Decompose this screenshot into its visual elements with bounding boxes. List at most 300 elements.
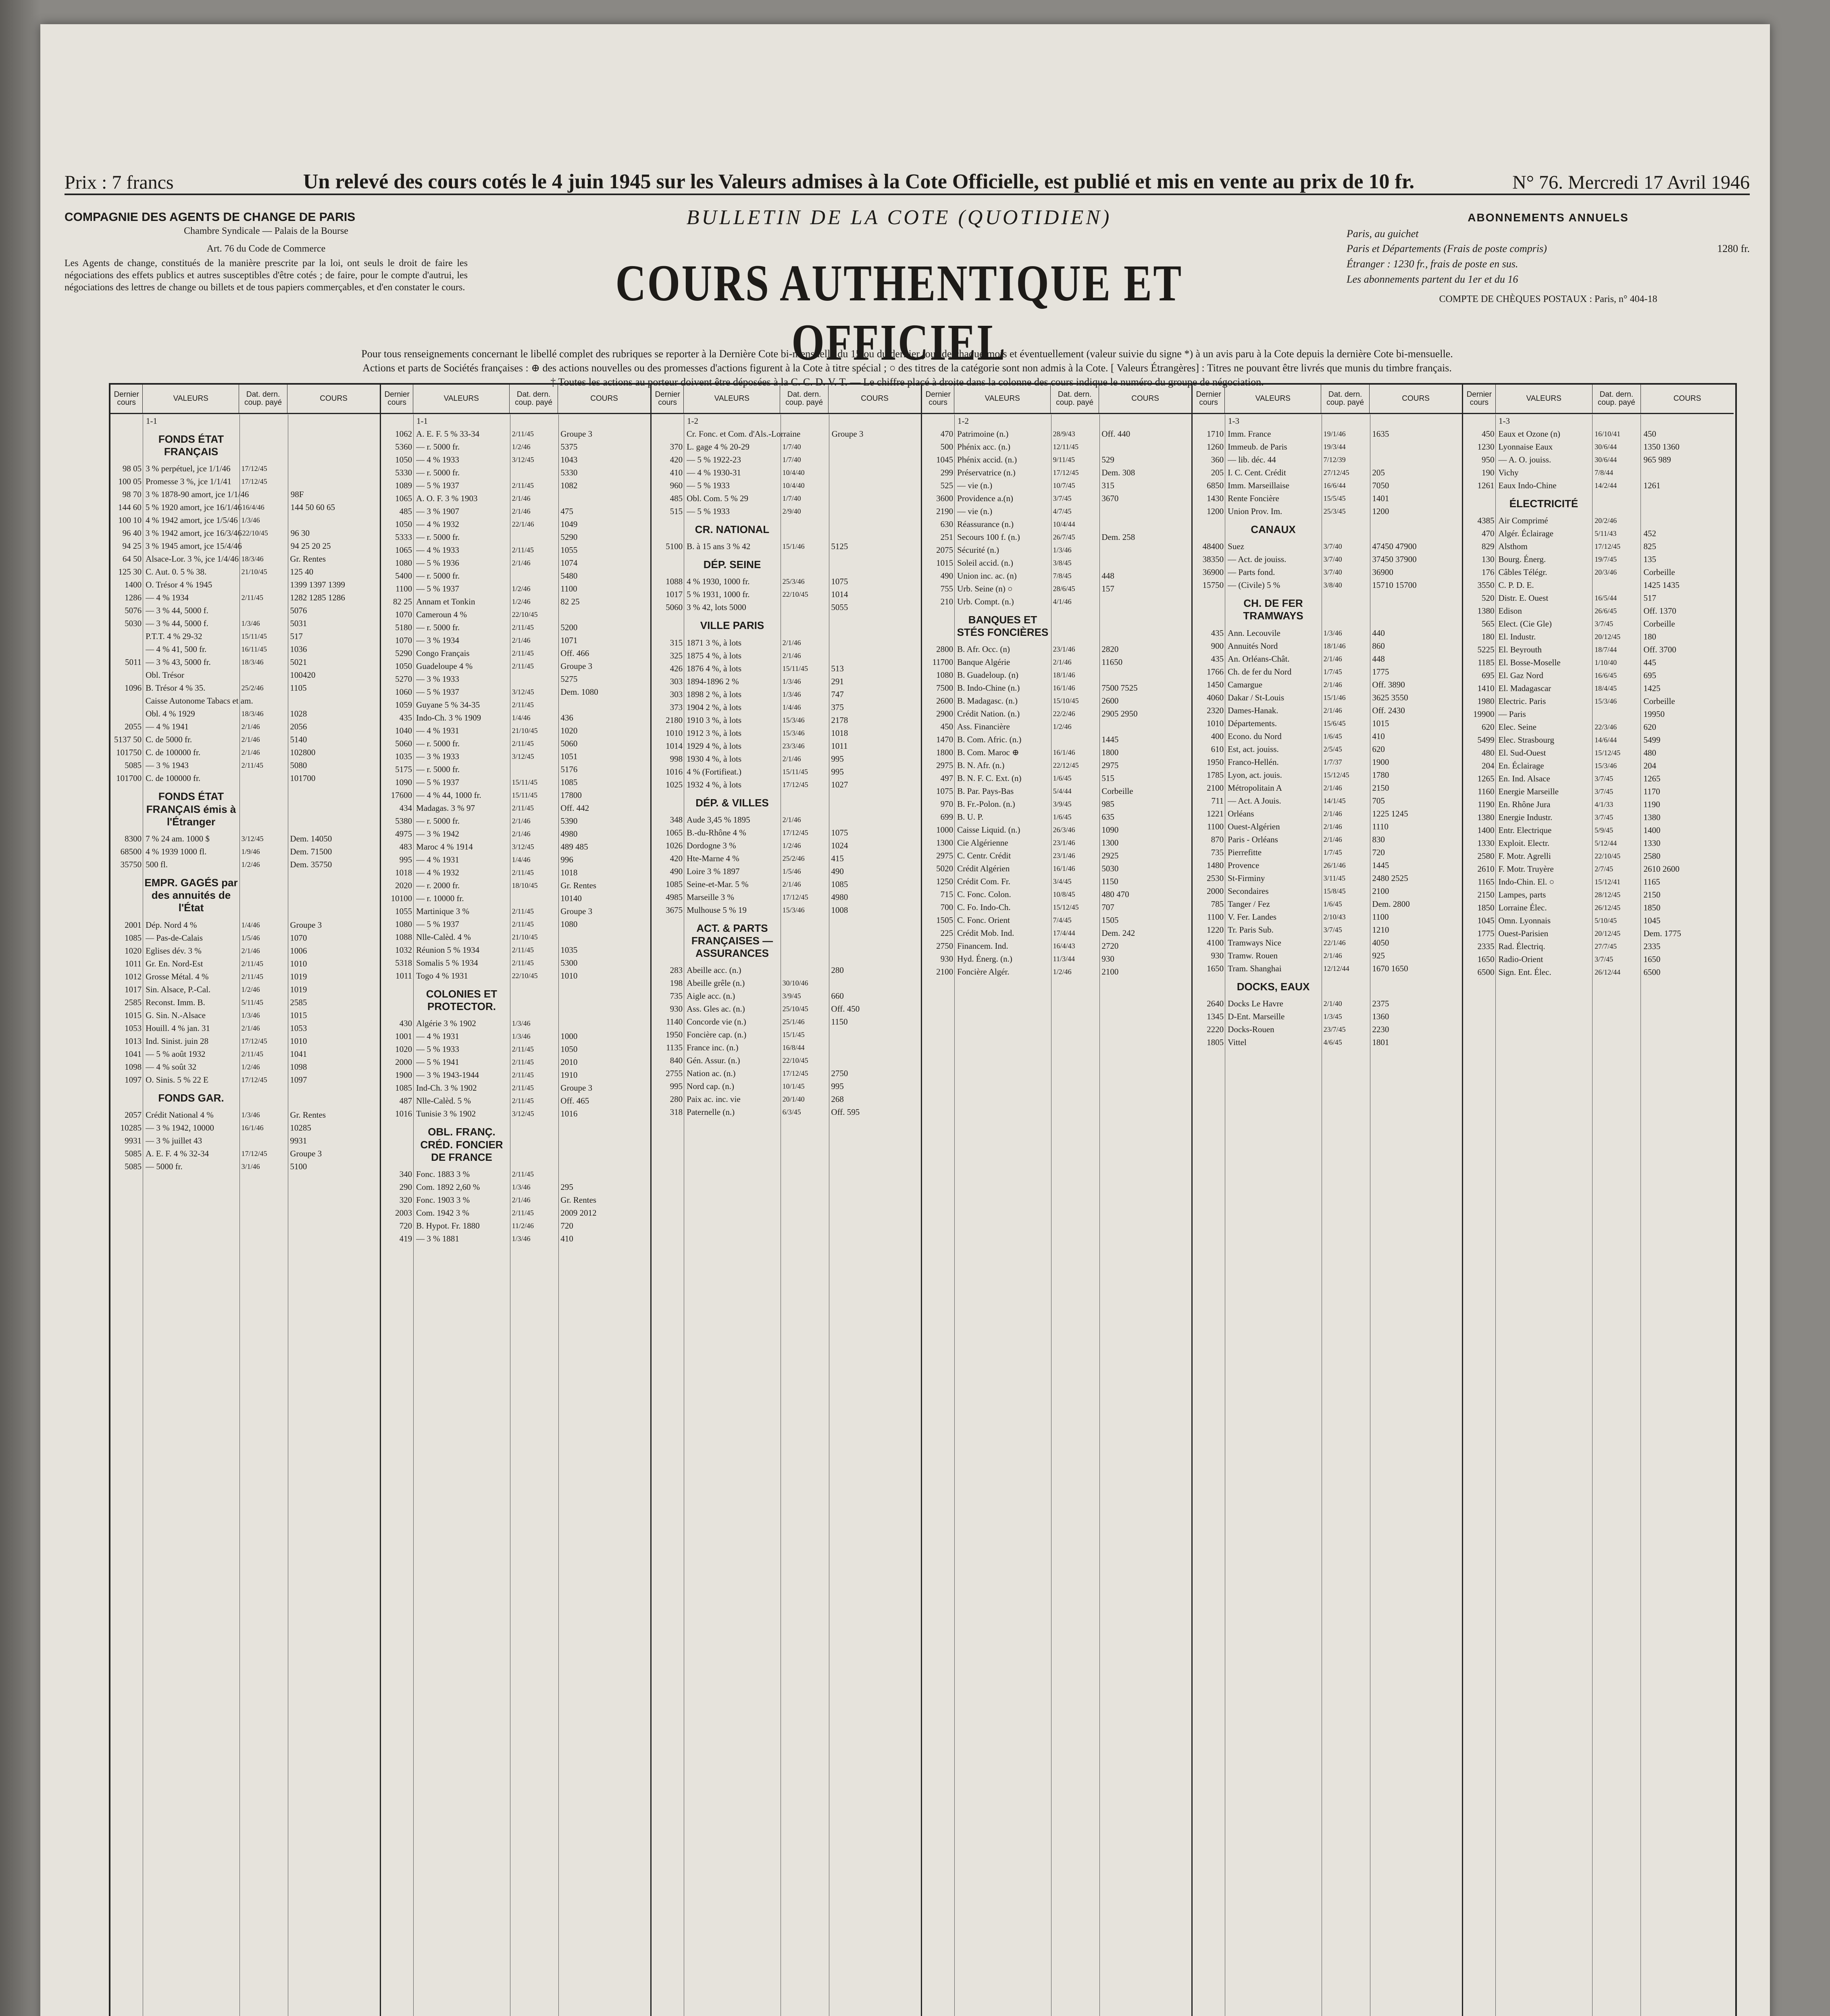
table-row xyxy=(1463,785,1734,798)
table-row xyxy=(110,858,380,871)
security-name: Imm. France xyxy=(1228,429,1271,439)
coupon-date: 3/4/45 xyxy=(1053,877,1072,886)
last-price: 1650 xyxy=(1477,954,1495,964)
coupon-date: 22/12/45 xyxy=(1053,761,1079,770)
last-price: 198 xyxy=(670,978,683,988)
coupon-date: 15/3/46 xyxy=(782,716,805,724)
header-prices: COURS xyxy=(1131,394,1159,403)
table-row xyxy=(110,1121,380,1134)
coupon-date: 17/12/45 xyxy=(1595,542,1621,551)
quotes-column xyxy=(922,385,1193,2016)
security-name: B.-du-Rhône 4 % xyxy=(687,827,746,837)
coupon-date xyxy=(241,539,288,552)
table-row xyxy=(110,617,380,630)
last-price xyxy=(110,669,143,681)
coupon-date: 3/12/45 xyxy=(512,843,534,851)
coupon-date: 2/11/45 xyxy=(512,649,534,657)
price-quote: 5031 xyxy=(290,619,307,629)
table-row xyxy=(1193,453,1462,466)
price-quote: 1000 xyxy=(560,1031,578,1041)
table-row xyxy=(652,1041,921,1054)
price-quote: 5290 xyxy=(560,532,578,542)
table-row xyxy=(1193,678,1462,691)
last-price: 735 xyxy=(670,991,683,1001)
coupon-date: 17/12/45 xyxy=(241,1149,267,1158)
price-quote: 100420 xyxy=(290,670,316,680)
last-price: 2000 xyxy=(395,1057,412,1067)
table-row xyxy=(652,701,921,714)
table-row xyxy=(922,569,1191,582)
last-price: 1020 xyxy=(395,1044,412,1054)
last-price: 2320 xyxy=(1207,705,1224,715)
last-price: 450 xyxy=(940,722,954,732)
table-row xyxy=(1193,949,1462,962)
last-price: 1470 xyxy=(936,735,954,745)
last-price: 340 xyxy=(399,1169,412,1179)
last-price xyxy=(110,694,143,707)
price-quote: 1910 xyxy=(560,1070,578,1080)
security-name: C. de 100000 fr. xyxy=(146,748,201,758)
table-row xyxy=(652,1080,921,1093)
price-quote: 1075 xyxy=(831,827,848,837)
table-row xyxy=(922,772,1191,785)
table-row xyxy=(922,505,1191,518)
section-heading: ÉLECTRICITÉ xyxy=(1509,498,1578,510)
security-name: Edison xyxy=(1498,606,1522,616)
price-quote: 1150 xyxy=(1101,877,1118,887)
security-name: Fonc. 1903 3 % xyxy=(416,1195,470,1205)
table-row xyxy=(922,965,1191,978)
coupon-date: 2/1/46 xyxy=(1053,658,1072,666)
table-row xyxy=(1193,691,1462,704)
coupon-date: 15/12/45 xyxy=(1323,771,1349,779)
coupon-date: 5/10/45 xyxy=(1595,916,1617,925)
security-name: Lampes, parts xyxy=(1498,890,1546,900)
last-price: 5030 xyxy=(125,619,142,629)
coupon-date: 1/6/45 xyxy=(1323,732,1342,740)
security-name: Urb. Seine (n) ○ xyxy=(957,584,1013,594)
security-name: — 3 % 1943-1944 xyxy=(416,1070,479,1080)
price-quote: 1020 xyxy=(560,726,578,735)
table-row xyxy=(110,1060,380,1073)
coupon-date: 2/11/45 xyxy=(512,662,534,670)
security-name: Lyonnaise Eaux xyxy=(1498,442,1553,452)
coupon-date: 2/9/40 xyxy=(782,507,801,515)
header-coupon-date: Dat. dern. coup. payé xyxy=(780,385,829,413)
coupon-date: 2/1/46 xyxy=(512,636,531,644)
last-price: 1011 xyxy=(125,958,142,968)
coupon-date: 1/6/45 xyxy=(1053,813,1072,821)
price-quote: 415 xyxy=(831,853,844,863)
last-price: 1065 xyxy=(666,827,683,837)
price-quote: 2925 xyxy=(1101,851,1119,861)
last-price: 1070 xyxy=(395,635,412,645)
last-price: 1230 xyxy=(1477,442,1495,452)
last-price: 5360 xyxy=(395,442,412,452)
price-quote: 517 xyxy=(290,631,303,641)
coupon-date: 2/11/45 xyxy=(512,623,534,631)
postal-account: COMPTE DE CHÈQUES POSTAUX : Paris, n° 404-18 xyxy=(1439,294,1657,305)
price-quote xyxy=(1641,466,1734,479)
coupon-date: 16/10/41 xyxy=(1595,430,1621,438)
security-name: Rente Foncière xyxy=(1228,494,1279,503)
price-quote: 529 xyxy=(1101,455,1114,464)
table-row xyxy=(381,556,650,569)
price-quote xyxy=(1099,669,1191,681)
price-quote: 1100 xyxy=(1372,912,1389,922)
last-price: 2530 xyxy=(1207,873,1224,883)
coupon-date: 3/7/45 xyxy=(1595,787,1613,796)
price-quote: 1028 xyxy=(290,709,307,719)
price-quote: 1014 xyxy=(831,589,848,600)
security-name: Ass. Financière xyxy=(957,722,1010,732)
coupon-date: 1/3/46 xyxy=(1053,546,1072,554)
last-price: 35750 xyxy=(120,859,142,869)
price-quote: Off. 3890 xyxy=(1372,679,1405,689)
last-price: 2580 xyxy=(1477,851,1495,861)
price-quote: 720 xyxy=(560,1220,573,1231)
coupon-date: 30/6/44 xyxy=(1595,456,1617,464)
last-price: 1025 xyxy=(666,779,683,789)
coupon-date: 2/1/46 xyxy=(782,754,801,763)
price-quote: 410 xyxy=(560,1233,573,1243)
last-price: 348 xyxy=(670,814,683,825)
price-quote: 1043 xyxy=(560,455,578,464)
security-name: Dakar / St-Louis xyxy=(1228,692,1285,702)
coupon-date: 3/12/45 xyxy=(512,1110,534,1118)
coupon-date: 26/7/45 xyxy=(1053,533,1075,541)
coupon-date: 1/5/46 xyxy=(241,933,260,942)
price-quote: 2600 xyxy=(1101,696,1119,706)
price-quote: 36900 xyxy=(1372,567,1393,577)
security-name: 1932 4 %, à lots xyxy=(687,779,742,789)
security-name: F. Motr. Truyère xyxy=(1498,864,1554,874)
table-row xyxy=(381,840,650,853)
price-quote: Dem. 1080 xyxy=(560,687,598,697)
price-quote: 995 xyxy=(831,1081,844,1091)
last-price: 1505 xyxy=(936,915,954,925)
last-price: 900 xyxy=(1211,641,1224,651)
security-name: Suez xyxy=(1228,541,1244,552)
coupon-date: 16/1/46 xyxy=(1053,748,1075,757)
last-price: 995 xyxy=(399,855,412,864)
table-row xyxy=(1463,682,1734,695)
header-prices: COURS xyxy=(1673,394,1701,403)
security-name: Energie Marseille xyxy=(1498,787,1559,797)
last-price: 1650 xyxy=(1207,963,1224,973)
security-name: El. Bosse-Moselle xyxy=(1498,658,1561,668)
table-row xyxy=(922,531,1191,544)
table-row xyxy=(1193,997,1462,1010)
table-row xyxy=(381,776,650,789)
last-price: 100 05 xyxy=(118,477,142,487)
table-row xyxy=(1193,936,1462,949)
table-row xyxy=(1193,768,1462,781)
table-row xyxy=(381,711,650,724)
security-name: Promesse 3 %, jce 1/1/41 xyxy=(146,477,232,487)
table-row xyxy=(1193,910,1462,923)
table-row xyxy=(1463,695,1734,708)
price-quote: 204 xyxy=(1643,761,1656,771)
header-coupon-date: Dat. dern. coup. payé xyxy=(1321,385,1370,413)
price-quote: 1850 xyxy=(1643,903,1661,913)
table-row xyxy=(110,643,380,656)
last-price: 1010 xyxy=(1207,718,1224,728)
coupon-date: 23/1/46 xyxy=(1053,645,1075,654)
security-name: — 4 % 1932 xyxy=(416,868,459,877)
table-row xyxy=(381,969,650,982)
table-row xyxy=(1193,1036,1462,1049)
security-name: — r. 5000 fr. xyxy=(416,468,460,477)
subscription-label: Paris et Départements (Frais de poste compris) xyxy=(1347,243,1547,255)
security-name: Concorde vie (n.) xyxy=(687,1017,746,1027)
price-quote: 489 485 xyxy=(560,842,588,852)
table-row xyxy=(1193,540,1462,553)
coupon-date: 4/7/45 xyxy=(1053,507,1072,515)
coupon-date: 16/1/46 xyxy=(1053,864,1075,873)
coupon-date xyxy=(240,1134,288,1147)
security-name: — 5 % 1933 xyxy=(416,1044,459,1054)
table-row xyxy=(110,1134,380,1147)
table-row xyxy=(922,810,1191,823)
coupon-date: 16/5/44 xyxy=(1595,594,1617,602)
security-name: — 5 % août 1932 xyxy=(146,1049,206,1059)
last-price: 1060 xyxy=(395,687,412,697)
last-price: 2150 xyxy=(1477,890,1495,900)
price-quote xyxy=(558,698,650,711)
security-name: 1875 4 %, à lots xyxy=(687,650,742,660)
coupon-date: 15/12/45 xyxy=(1053,903,1079,912)
coupon-date: 17/12/45 xyxy=(241,1037,267,1045)
header-securities: VALEURS xyxy=(954,385,1051,413)
table-row xyxy=(381,569,650,582)
last-price xyxy=(110,707,143,720)
coupon-date: 2/11/45 xyxy=(512,804,534,812)
coupon-date: 1/2/46 xyxy=(241,860,260,868)
table-row xyxy=(1193,807,1462,820)
price-quote: 965 989 xyxy=(1643,455,1671,464)
price-quote: Dem. 308 xyxy=(1101,468,1135,477)
price-quote: 436 xyxy=(560,713,573,723)
security-name: Maroc 4 % 1914 xyxy=(416,842,473,852)
coupon-date: 11/2/46 xyxy=(512,1221,534,1230)
price-quote: 10285 xyxy=(290,1123,311,1133)
last-price: 470 xyxy=(1482,529,1495,539)
price-quote: 1018 xyxy=(560,868,578,877)
coupon-date: 26/3/46 xyxy=(1053,826,1075,834)
price-quote xyxy=(558,492,650,505)
last-price: 9931 xyxy=(125,1135,142,1145)
coupon-date: 15/3/46 xyxy=(1595,762,1617,770)
security-name: Orléans xyxy=(1228,808,1254,818)
price-quote xyxy=(287,514,380,527)
table-row xyxy=(922,544,1191,556)
coupon-date: 2/10/43 xyxy=(1323,912,1346,921)
header-last-price: Dernier cours xyxy=(381,385,413,413)
price-quote xyxy=(829,813,921,826)
table-row xyxy=(381,1043,650,1056)
security-name: Caisse Liquid. (n.) xyxy=(957,825,1020,835)
security-name: — Act. de jouiss. xyxy=(1228,554,1287,564)
coupon-date: 15/8/45 xyxy=(1323,887,1346,895)
price-quote: 5480 xyxy=(560,571,578,581)
last-price: 1100 xyxy=(395,584,412,594)
security-name: Paris - Orléans xyxy=(1228,834,1278,844)
price-quote: 1200 xyxy=(1372,506,1389,516)
coupon-date: 27/12/45 xyxy=(1323,469,1349,477)
security-name: — 4 % 1934 xyxy=(146,593,189,603)
coupon-date: 15/1/46 xyxy=(782,542,805,551)
last-price: 497 xyxy=(940,773,954,783)
table-row xyxy=(652,688,921,701)
last-price: 1085 xyxy=(666,879,683,889)
last-price: 176 xyxy=(1482,567,1495,577)
price-quote: 5140 xyxy=(290,735,307,745)
security-name: Bourg. Énerg. xyxy=(1498,554,1546,564)
price-quote: 1082 xyxy=(560,481,578,490)
table-row xyxy=(1193,923,1462,936)
price-quote: 1070 xyxy=(290,933,307,943)
last-price: 1053 xyxy=(125,1023,142,1033)
coupon-date: 1/6/45 xyxy=(1053,774,1072,783)
price-quote: 1775 xyxy=(1372,666,1389,677)
last-price: 5085 xyxy=(125,1161,142,1171)
last-price: 1330 xyxy=(1477,838,1495,848)
price-quote: 930 xyxy=(1101,954,1114,964)
quotes-column xyxy=(1463,385,1734,2016)
section-heading: ACT. & PARTS FRANÇAISES — ASSURANCES xyxy=(691,922,773,960)
price-quote xyxy=(558,1017,650,1030)
last-price: 1800 xyxy=(936,748,954,758)
table-row xyxy=(381,1017,650,1030)
coupon-date: 15/1/45 xyxy=(782,1031,805,1039)
last-price: 2750 xyxy=(936,941,954,951)
security-name: 3 % 1878-90 amort, jce 1/1/46 xyxy=(145,489,249,500)
legal-text: Les Agents de change, constitués de la manière prescrite par la loi, ont seuls le droit de faire les négociations des effets publics et autres susceptibles d'être cotés ; de faire, pour le compte d'autrui, les négociations des lettres de change ou billets et de tous papiers commerçables, et d'en constater le cours. xyxy=(65,258,468,293)
last-price: 435 xyxy=(1211,628,1224,638)
security-name: 1910 3 %, à lots xyxy=(687,715,742,725)
table-row xyxy=(1463,466,1734,479)
table-row xyxy=(381,518,650,531)
price-quote: 517 xyxy=(1643,593,1656,603)
security-name: Tramw. Rouen xyxy=(1228,950,1278,960)
price-quote: 5375 xyxy=(560,442,578,452)
price-quote: 1041 xyxy=(290,1049,307,1059)
security-name: Madagas. 3 % 97 xyxy=(416,803,475,813)
table-row xyxy=(1193,665,1462,678)
price-quote: 1098 xyxy=(290,1062,307,1072)
security-name: — 3 % 1942, 10000 xyxy=(146,1123,214,1133)
coupon-date: 1/7/37 xyxy=(1323,758,1342,766)
table-row xyxy=(110,501,380,514)
coupon-date: 2/1/46 xyxy=(1323,951,1342,960)
header-coupon-date: Dat. dern. coup. payé xyxy=(1593,385,1641,413)
table-row xyxy=(381,595,650,608)
last-price: 435 xyxy=(1211,654,1224,664)
last-price: 1013 xyxy=(125,1036,142,1046)
table-row xyxy=(1463,837,1734,850)
last-price: 1016 xyxy=(666,766,683,777)
coupon-date: 15/10/45 xyxy=(1053,697,1079,705)
bulletin-title: BULLETIN DE LA COTE (QUOTIDIEN) xyxy=(686,206,1112,229)
security-name: Loire 3 % 1897 xyxy=(687,866,740,876)
price-quote: 4980 xyxy=(831,892,848,902)
price-quote: 2720 xyxy=(1101,941,1119,951)
price-quote: 1085 xyxy=(560,777,578,787)
last-price: 303 xyxy=(670,676,683,686)
coupon-date: 22/10/45 xyxy=(512,610,538,619)
coupon-date: 1/2/46 xyxy=(512,598,531,606)
table-row xyxy=(1193,704,1462,717)
table-row xyxy=(1463,875,1734,888)
price-quote: 1399 1397 1399 xyxy=(290,580,345,590)
security-name: — r. 10000 fr. xyxy=(416,893,464,903)
table-row xyxy=(1193,859,1462,872)
coupon-date: 2/11/45 xyxy=(241,594,263,602)
security-name: Crédit Com. Fr. xyxy=(957,877,1011,887)
price-quote: 6500 xyxy=(1643,967,1661,977)
security-name: Air Comprimé xyxy=(1498,516,1548,526)
security-name: Camargue xyxy=(1228,679,1263,689)
coupon-date: 1/3/46 xyxy=(1323,629,1342,637)
security-name: C. Centr. Crédit xyxy=(957,851,1011,861)
last-price: 101750 xyxy=(116,748,142,758)
security-name: A. E. F. 4 % 32-34 xyxy=(146,1148,209,1158)
column-tag xyxy=(652,414,921,427)
price-quote: 480 xyxy=(1643,748,1656,758)
header-securities: VALEURS xyxy=(684,385,780,413)
table-row xyxy=(110,996,380,1009)
coupon-date: 2/11/45 xyxy=(512,907,534,915)
security-name: Congo Français xyxy=(416,648,470,658)
security-name: El. Sud-Ouest xyxy=(1498,748,1546,758)
last-price: 280 xyxy=(670,1094,683,1104)
coupon-date: 17/12/45 xyxy=(1053,469,1079,477)
security-name: — Act. A Jouis. xyxy=(1228,796,1281,806)
coupon-date: 12/12/44 xyxy=(1323,964,1349,973)
security-name: — 5 % 1933 xyxy=(687,506,730,516)
last-price: 1140 xyxy=(666,1017,683,1027)
security-name: Econo. du Nord xyxy=(1228,731,1282,741)
coupon-date xyxy=(782,427,829,440)
issue-number: N° 76. Mercredi 17 Avril 1946 xyxy=(1512,172,1750,193)
last-price: 1220 xyxy=(1207,925,1224,935)
last-price: 1050 xyxy=(395,455,412,464)
coupon-date: 18/4/45 xyxy=(1595,684,1617,693)
price-quote: 2230 xyxy=(1372,1024,1389,1034)
table-row xyxy=(110,707,380,720)
last-price: 1059 xyxy=(395,700,412,710)
masthead-left xyxy=(65,210,468,294)
security-name: Hte-Marne 4 % xyxy=(687,853,739,863)
price-quote: 825 xyxy=(1643,541,1656,552)
last-price: 210 xyxy=(940,597,954,606)
table-row xyxy=(652,601,921,614)
coupon-date: 1/4/46 xyxy=(241,921,260,929)
table-row xyxy=(1193,553,1462,566)
security-name: Dames-Hanak. xyxy=(1228,705,1278,715)
coupon-date: 3/7/45 xyxy=(1323,925,1342,934)
price-quote: Dem. 242 xyxy=(1101,928,1135,938)
section-heading: OBL. FRANÇ. CRÉD. FONCIER DE FRANCE xyxy=(420,1126,503,1163)
security-name: — A. O. jouiss. xyxy=(1498,455,1551,464)
coupon-date: 1/2/46 xyxy=(241,1062,260,1071)
coupon-date: 5/11/43 xyxy=(1595,529,1617,538)
last-price: 15750 xyxy=(1202,580,1224,590)
coupon-date: 15/12/45 xyxy=(1595,749,1621,757)
last-price: 5100 xyxy=(666,541,683,552)
last-price: 483 xyxy=(399,842,412,852)
